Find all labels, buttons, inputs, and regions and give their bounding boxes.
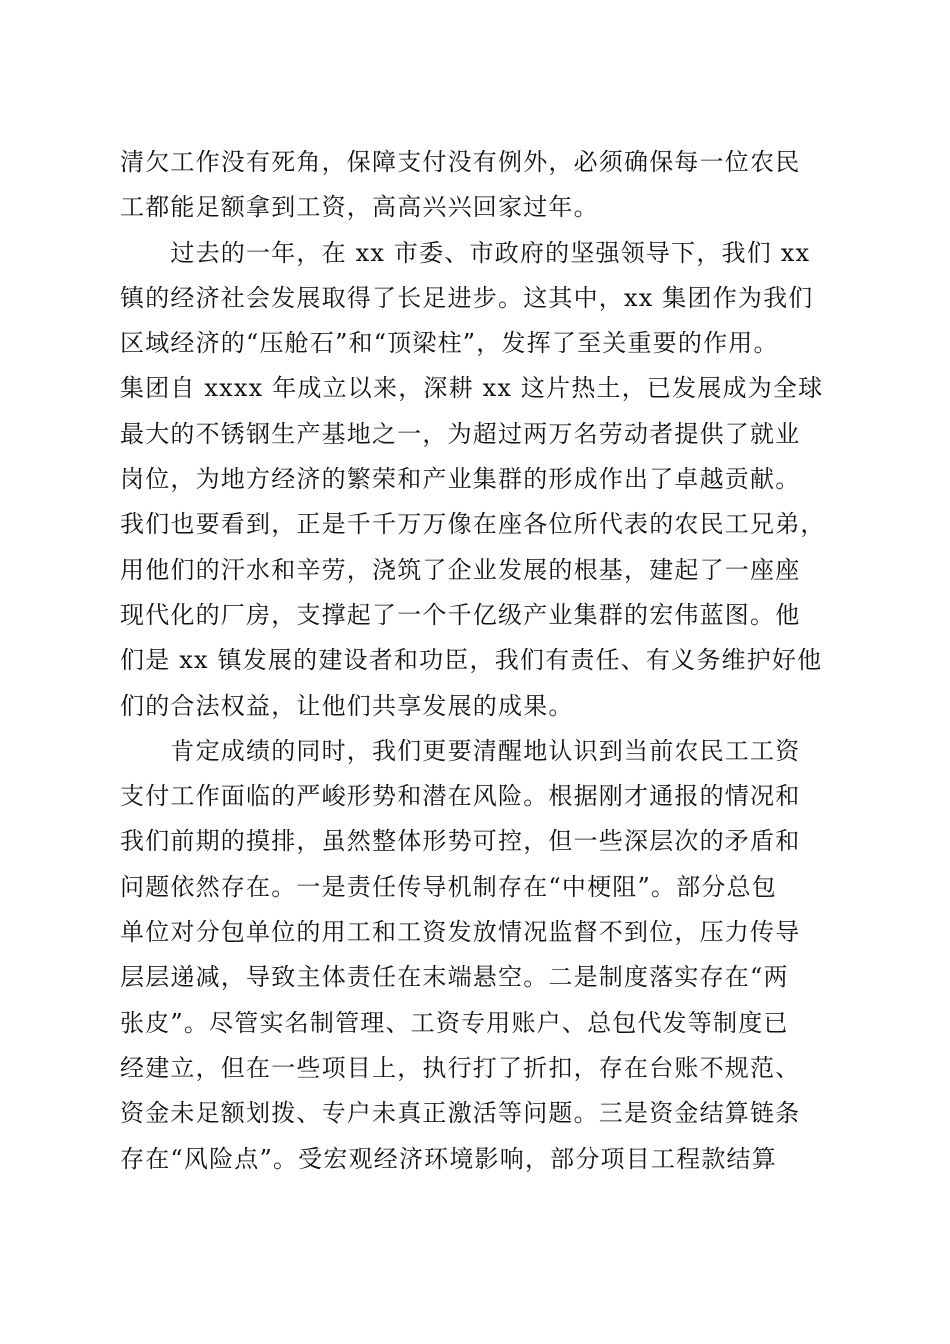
text-line: 们是 xx 镇发展的建设者和功臣，我们有责任、有义务维护好他 (120, 646, 823, 675)
text-line: 我们也要看到，正是千千万万像在座各位所代表的农民工兄弟， (120, 510, 826, 539)
text-line: 清欠工作没有死角，保障支付没有例外，必须确保每一位农民 (120, 148, 801, 176)
text-line: 层层递减，导致主体责任在末端悬空。二是制度落实存在“两 (120, 963, 789, 992)
text-line: 集团自 xxxx 年成立以来，深耕 xx 这片热土，已发展成为全球 (120, 374, 824, 403)
text-line: 们的合法权益，让他们共享发展的成果。 (120, 691, 574, 720)
text-line: 区域经济的“压舱石”和“顶梁柱”，发挥了至关重要的作用。 (120, 329, 779, 358)
text-line: 最大的不锈钢生产基地之一，为超过两万名劳动者提供了就业 (120, 419, 801, 448)
text-line: 岗位，为地方经济的繁荣和产业集群的形成作出了卓越贡献。 (120, 465, 801, 494)
text-line: 单位对分包单位的用工和工资发放情况监督不到位，压力传导 (120, 918, 801, 947)
text-line: 支付工作面临的严峻形势和潜在风险。根据刚才通报的情况和 (120, 782, 801, 811)
text-line: 现代化的厂房，支撑起了一个千亿级产业集群的宏伟蓝图。他 (120, 600, 801, 629)
text-line: 资金未足额划拨、专户未真正激活等问题。三是资金结算链条 (120, 1099, 801, 1128)
text-line: 工都能足额拿到工资，高高兴兴回家过年。 (120, 193, 599, 222)
text-line: 张皮”。尽管实名制管理、工资专用账户、总包代发等制度已 (120, 1008, 789, 1037)
body-text (120, 140, 840, 1182)
paragraph-start-line: 肯定成绩的同时，我们更要清醒地认识到当前农民工工资 (120, 736, 801, 765)
paragraph-start-line: 过去的一年，在 xx 市委、市政府的坚强领导下，我们 xx (120, 238, 811, 267)
text-line: 我们前期的摸排，虽然整体形势可控，但一些深层次的矛盾和 (120, 827, 801, 856)
text-line: 存在“风险点”。受宏观经济环境影响，部分项目工程款结算 (120, 1144, 777, 1173)
text-line: 用他们的汗水和辛劳，浇筑了企业发展的根基，建起了一座座 (120, 555, 801, 584)
text-line: 镇的经济社会发展取得了长足进步。这其中，xx 集团作为我们 (120, 283, 814, 312)
text-line: 问题依然存在。一是责任传导机制存在“中梗阻”。部分总包 (120, 872, 777, 901)
text-line: 经建立，但在一些项目上，执行打了折扣，存在台账不规范、 (120, 1053, 801, 1082)
